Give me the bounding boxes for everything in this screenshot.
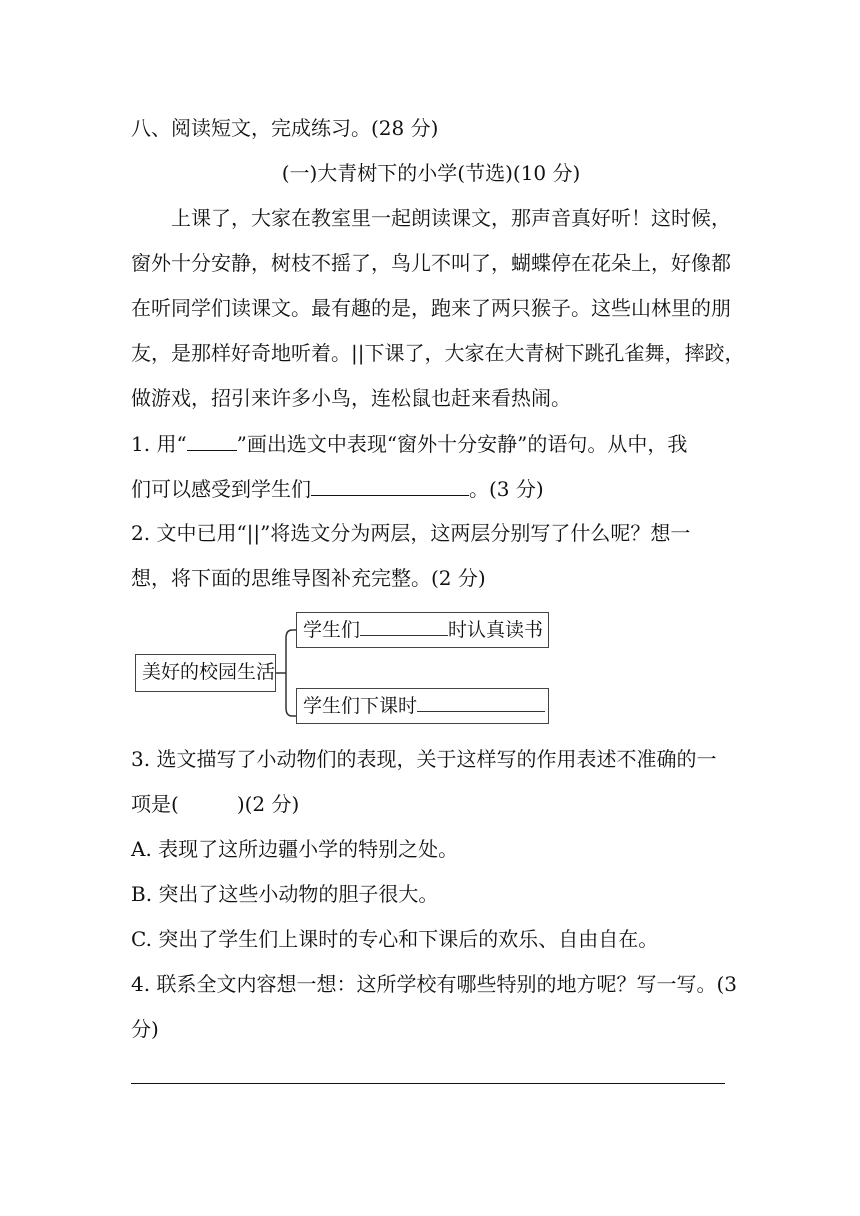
q3-option-b: B. 突出了这些小动物的胆子很大。 (131, 882, 439, 906)
mind-map-branch-1 (296, 612, 549, 648)
q3-option-c: C. 突出了学生们上课时的专心和下课后的欢乐、自由自在。 (131, 927, 659, 951)
passage-line: 窗外十分安静，树枝不摇了，鸟儿不叫了，蝴蝶停在花朵上，好像都 (131, 251, 731, 275)
q4-answer-line[interactable] (131, 1083, 725, 1084)
passage-line: 上课了，大家在教室里一起朗读课文，那声音真好听！这时候， (171, 206, 731, 230)
q3-score: )(2 分) (236, 792, 300, 816)
mind-map-root: 美好的校园生活 (135, 654, 276, 692)
branch-1-prefix: 学生们 (303, 619, 361, 641)
mind-map-branch-2 (296, 688, 549, 724)
q1-text-mid: ”画出选文中表现“窗外十分安静”的语句。从中，我 (236, 432, 688, 456)
q1-answer-blank[interactable] (311, 473, 469, 496)
question-2-line-1: 2. 文中已用“||”将选文分为两层，这两层分别写了什么呢？想一 (131, 521, 691, 545)
passage-line: 做游戏，招引来许多小鸟，连松鼠也赶来看热闹。 (131, 386, 571, 410)
branch-2-prefix: 学生们下课时 (303, 695, 418, 717)
branch-1-blank[interactable] (360, 615, 448, 636)
q1-text-cont: 们可以感受到学生们 (131, 477, 311, 501)
q3-option-a: A. 表现了这所边疆小学的特别之处。 (131, 837, 459, 861)
question-3-line-1: 3. 选文描写了小动物们的表现，关于这样写的作用表述不准确的一 (131, 747, 717, 771)
passage-line: 在听同学们读课文。最有趣的是，跑来了两只猴子。这些山林里的朋 (131, 296, 731, 320)
passage-title: (一)大青树下的小学(节选)(10 分) (281, 161, 581, 185)
question-4-line-1: 4. 联系全文内容想一想：这所学校有哪些特别的地方呢？写一写。(3 (131, 972, 737, 996)
section-title: 八、阅读短文，完成练习。(28 分) (131, 116, 439, 140)
question-1-line-2 (131, 473, 731, 504)
question-3-line-2 (131, 789, 731, 819)
branch-2-blank[interactable] (417, 691, 545, 712)
branch-1-suffix: 时认真读书 (448, 619, 544, 641)
q1-score: 。(3 分) (469, 477, 544, 501)
question-1-line-1 (131, 428, 731, 459)
q1-text-start: 1. 用“ (131, 432, 187, 456)
q1-underline-sample (187, 428, 237, 451)
question-4-line-2: 分) (131, 1017, 159, 1041)
q3-text-start: 项是( (131, 792, 179, 816)
passage-line: 友，是那样好奇地听着。||下课了，大家在大青树下跳孔雀舞，摔跤， (131, 341, 745, 365)
question-2-line-2: 想，将下面的思维导图补充完整。(2 分) (131, 566, 486, 590)
